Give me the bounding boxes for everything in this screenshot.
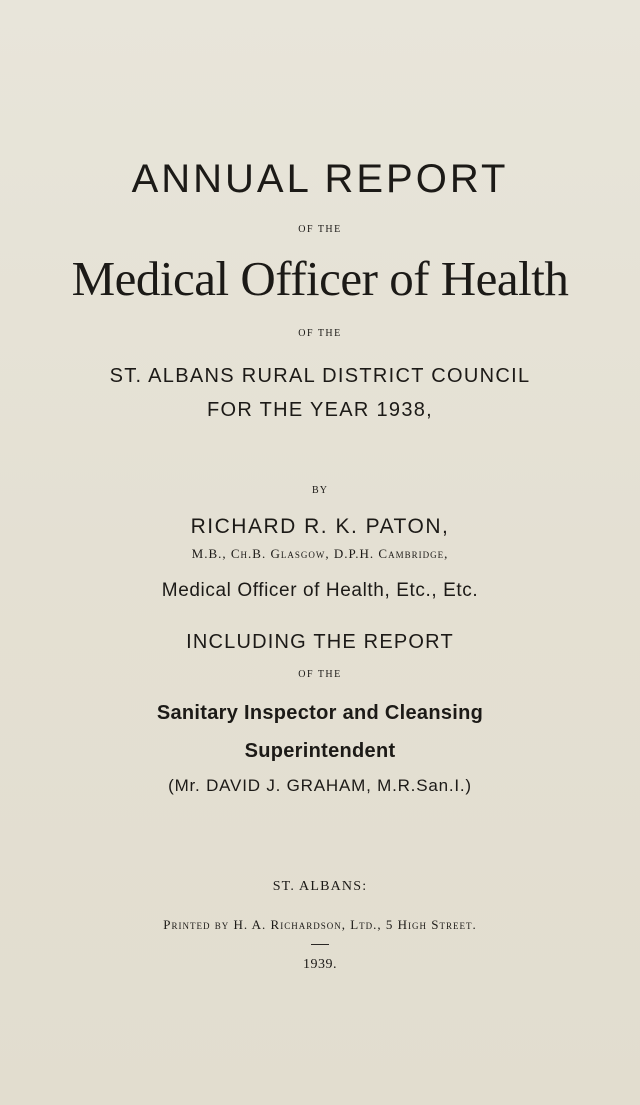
author-title: Medical Officer of Health, Etc., Etc. xyxy=(161,580,479,601)
printer-imprint: Printed by H. A. Richardson, Ltd., 5 High Street. xyxy=(163,917,477,932)
author-name: RICHARD R. K. PATON, xyxy=(190,515,450,538)
by-label: BY xyxy=(312,485,328,496)
inspector-title-line1: Sanitary Inspector and Cleansing xyxy=(156,702,484,724)
of-the-connector: OF THE xyxy=(298,669,342,680)
of-the-connector: OF THE xyxy=(298,328,342,339)
divider-rule xyxy=(311,944,329,945)
inspector-title-line2: Superintendent xyxy=(244,740,396,762)
of-the-connector: OF THE xyxy=(298,224,342,235)
report-year: FOR THE YEAR 1938, xyxy=(206,399,434,421)
publication-place: ST. ALBANS: xyxy=(272,879,368,894)
report-heading: ANNUAL REPORT xyxy=(131,157,509,201)
including-report-line: INCLUDING THE REPORT xyxy=(186,631,454,653)
report-subject: Medical Officer of Health xyxy=(71,251,569,306)
council-name: ST. ALBANS RURAL DISTRICT COUNCIL xyxy=(109,365,531,387)
author-qualifications: M.B., Ch.B. Glasgow, D.P.H. Cambridge, xyxy=(191,546,449,561)
inspector-name: (Mr. DAVID J. GRAHAM, M.R.San.I.) xyxy=(168,776,472,795)
print-year: 1939. xyxy=(303,957,337,972)
